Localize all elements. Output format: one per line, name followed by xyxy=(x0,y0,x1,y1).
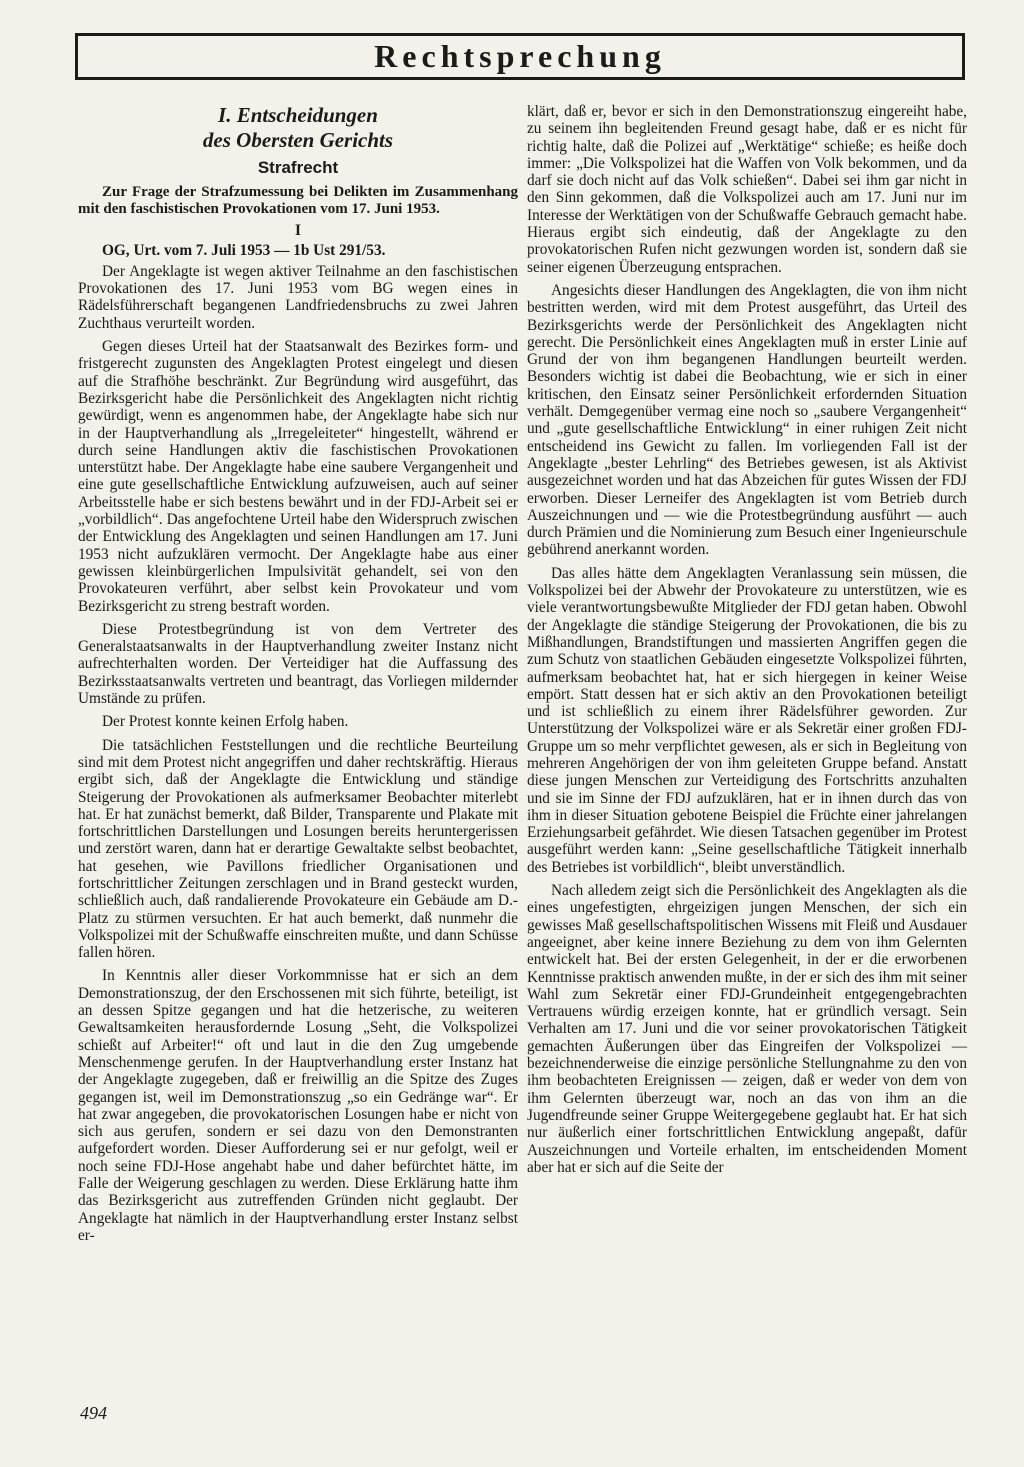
case-citation: OG, Urt. vom 7. Juli 1953 — 1b Ust 291/53. xyxy=(102,241,386,259)
paragraph: In Kenntnis aller dieser Vorkommnisse hat er sich an dem Demonstrationszug, der den Erschossenen mit sich führte, beteiligt, ist an dessen Spitze gegangen und hat die hetzerische, zu weiteren Gewaltsamkeiten herausfordernde Losung „Seht, die Volkspolizei schießt auf Arbeiter!“ oft und laut in die den Zug umgebende Menschenmenge gerufen. In der Hauptverhandlung erster Instanz hat der Angeklagte zugegeben, daß er freiwillig an die Spitze des Zuges gegangen ist, weil im Demonstrationszug „so ein Gedränge war“. Er hat zwar angegeben, die provokatorischen Losungen habe er nicht von sich aus gerufen, sondern er sei dazu von den Demonstranten aufgefordert worden. Dieser Aufforderung sei er nur gefolgt, weil er noch seine FDJ-Hose angehabt habe und daher befürchtet hätte, im Falle der Weigerung geschlagen zu werden. Diese Erklärung hatte ihm das Bezirksgericht aus zutreffenden Gründen nicht geglaubt. Der Angeklagte hat nämlich in der Hauptverhandlung erster Instanz selbst er- xyxy=(78,967,518,1244)
subsection-title: Strafrecht xyxy=(257,158,339,177)
section-title-line-2: des Obersten Gerichts xyxy=(202,128,394,152)
case-number-roman: I xyxy=(295,222,301,240)
paragraph: Angesichts dieser Handlungen des Angeklagten, die von ihm nicht bestritten werden, wird mit dem Protest ausgeführt, das Urteil des Bezirksgerichts werde der Persönlichkeit des Angeklagten nicht gerecht. Die Persönlichkeit eines Angeklagten muß in erster Linie auf Grund der von ihm begangenen Handlungen beurteilt werden. Besonders wichtig ist dabei die Beobachtung, wie er sich in einer kritischen, den Einsatz seiner Persönlichkeit erfordernden Situation verhält. Demgegenüber vermag eine noch so „saubere Vergangenheit“ und „gute gesellschaftliche Entwicklung“ in einer ruhigen Zeit nicht entscheidend ins Gewicht zu fallen. Im vorliegenden Fall ist der Angeklagte „bester Lehrling“ des Betriebes gewesen, ist als Aktivist ausgezeichnet worden und hat das Abzeichen für gutes Wissen der FDJ erworben. Dieser Lerneifer des Angeklagten ist vom Betrieb durch Auszeichnungen und — wie die Protestbegründung ausführt — auch durch Prämien und die Nominierung zum Besuch einer Ingenieurschule gebührend anerkannt worden. xyxy=(527,281,967,559)
headnote: Zur Frage der Strafzumessung bei Delikten im Zusammenhang mit den faschistischen Provokationen vom 17. Juni 1953. xyxy=(78,184,518,218)
paragraph: Die tatsächlichen Feststellungen und die rechtliche Beurteilung sind mit dem Protest nicht angegriffen und daher rechtskräftig. Hieraus ergibt sich, daß der Angeklagte die Entwicklung und ständige Steigerung der Provokationen als aufmerksamer Beobachter miterlebt hat. Er hat zunächst bemerkt, daß Bilder, Transparente und Plakate mit fortschrittlichen Darstellungen und Losungen bereits heruntergerissen und zerstört waren, dann hat er derartige Gewaltakte selbst beobachtet, hat gesehen, wie Pavillons friedlicher Organisationen und fortschrittlicher Zeitungen zerschlagen und in Brand gesteckt wurden, schließlich auch, daß randalierende Provokateure ein Gebäude am D.-Platz zu stürmen versuchten. Er hat auch bemerkt, daß nunmehr die Volkspolizei mit der Schußwaffe einschreiten mußte, und dann Schüsse fallen hören. xyxy=(78,736,518,962)
left-column xyxy=(78,103,518,1250)
section-title xyxy=(78,103,518,153)
paragraph-continued: klärt, daß er, bevor er sich in den Demonstrationszug eingereiht habe, zu seinem ihn begleitenden Freund gesagt habe, daß er es nicht für richtig halte, daß die Polizei auf „Werktätige“ schieße; es heiße doch immer: „Die Volkspolizei hat die Waffen von Volk bekommen, und da darf sie doch nicht auf das Volk schießen“. Dabei sei ihm gar nicht in den Sinn gekommen, daß die Volkspolizei auch am 17. Juni nur im Interesse der Werktätigen von der Schußwaffe Gebrauch gemacht habe. Hieraus ergibt sich eindeutig, daß der Angeklagte zu den provokatorischen Rufen nicht gezwungen worden ist, sondern daß sie seiner eigenen Überzeugung entsprachen. xyxy=(527,103,967,276)
right-column xyxy=(527,103,967,1182)
paragraph: Diese Protestbegründung ist von dem Vertreter des Generalstaatsanwalts in der Hauptverhandlung zweiter Instanz nicht aufrechterhalten worden. Der Verteidiger hat die Auffassung des Bezirksstaatsanwalts vertreten und beantragt, das Vorliegen mildernder Umstände zu prüfen. xyxy=(78,620,518,708)
paragraph: Der Protest konnte keinen Erfolg haben. xyxy=(102,713,349,731)
section-header-title: Rechtsprechung xyxy=(374,38,666,74)
paragraph: Gegen dieses Urteil hat der Staatsanwalt des Bezirkes form- und fristgerecht zugunsten des Angeklagten Protest eingelegt und diesen auf die Strafhöhe beschränkt. Zur Begründung wird ausgeführt, das Bezirksgericht habe die Persönlichkeit des Angeklagten nicht richtig gewürdigt, wenn es angenommen habe, der Angeklagte habe sich nur in der Hauptverhandlung als „Irregeleiteter“ hingestellt, während er durch seine Handlungen aktiv die faschistischen Provokationen unterstützt habe. Der Angeklagte habe eine saubere Vergangenheit und eine gute gesellschaftliche Entwicklung aufzuweisen, auch auf seiner Arbeitsstelle habe er sich bestens bewährt und in der FDJ-Arbeit sei er „vorbildlich“. Das angefochtene Urteil habe den Widerspruch zwischen der Entwicklung des Angeklagten und seinen Handlungen am 17. Juni 1953 nicht aufzuklären vermocht. Der Angeklagte habe aus einer gewissen kleinbürgerlichen Impulsivität gehandelt, sei von den Provokateuren verführt, aber selbst kein Provokateur und vom Bezirksgericht zu streng bestraft worden. xyxy=(78,338,518,615)
section-header-banner xyxy=(75,33,965,80)
paragraph: Das alles hätte dem Angeklagten Veranlassung sein müssen, die Volkspolizei bei der Abwehr der Provokateure zu unterstützen, wie es viele verantwortungsbewußte Mitglieder der FDJ getan haben. Obwohl der Angeklagte die ständige Steigerung der Provokationen, die bis zu Mißhandlungen, Brandstiftungen und massierten Angriffen gegen die zum Schutz von staatlichen Gebäuden eingesetzte Volkspolizei führten, aufmerksam beobachtet hat, hat er sich hiergegen in keiner Weise empört. Statt dessen hat er sich aktiv an den Provokationen beteiligt und ist schließlich zu einem ihrer Rädelsführer geworden. Zur Unterstützung der Volkspolizei wäre er als Sekretär einer großen FDJ-Gruppe um so mehr verpflichtet gewesen, als er sich in Begleitung von mehreren Angehörigen der von ihm geleiteten Gruppe befand. Anstatt diese jungen Menschen zur Verteidigung des Fortschritts anzuhalten und sie im Sinne der FDJ aufzuklären, hat er in ihnen durch das von ihm in dieser Situation gebotene Beispiel die Früchte einer jahrelangen Erziehungsarbeit gefährdet. Wie diesen Tatsachen gegenüber im Protest ausgeführt werden kann: „Seine gesellschaftliche Tätigkeit innerhalb des Betriebes ist vorbildlich“, bleibt unverständlich. xyxy=(527,564,967,876)
page-number: 494 xyxy=(80,1403,107,1423)
paragraph: Der Angeklagte ist wegen aktiver Teilnahme an den faschistischen Provokationen des 17. Juni 1953 vom BG wegen eines in Rädelsführerschaft begangenen Landfriedensbruchs zu zwei Jahren Zuchthaus verurteilt worden. xyxy=(78,262,518,332)
section-title-line-1: I. Entscheidungen xyxy=(218,103,378,127)
paragraph: Nach alledem zeigt sich die Persönlichkeit des Angeklagten als die eines ungefestigten, ehrgeizigen jungen Menschen, der sich ein gewisses Maß gesellschaftspolitischen Wissens mit Fleiß und Ausdauer angeeignet, aber keine innere Beziehung zu dem von ihm Gelernten entwickelt hat. Bei der ersten Gelegenheit, in der er die erworbenen Kenntnisse praktisch anwenden mußte, in der er sich des ihm mit seiner Wahl zum Sekretär einer FDJ-Grundeinheit entgegengebrachten Vertrauens würdig erzeigen konnte, hat er gründlich versagt. Sein Verhalten am 17. Juni und die vor seiner provokatorischen Tätigkeit gemachten Äußerungen über das Eingreifen der Volkspolizei — bezeichnenderweise die einzige persönliche Stellungnahme zu den von ihm beobachteten Ereignissen — zeigen, daß er weder von dem von ihm Gelernten überzeugt war, noch an das von ihm an die Jugendfreunde seiner Gruppe Weitergegebene geglaubt hat. Er hat sich nur äußerlich einer fortschrittlichen Entwicklung angepaßt, dafür Auszeichnungen und Vorteile erhalten, im entscheidenden Moment aber hat er sich auf die Seite der xyxy=(527,882,967,1176)
